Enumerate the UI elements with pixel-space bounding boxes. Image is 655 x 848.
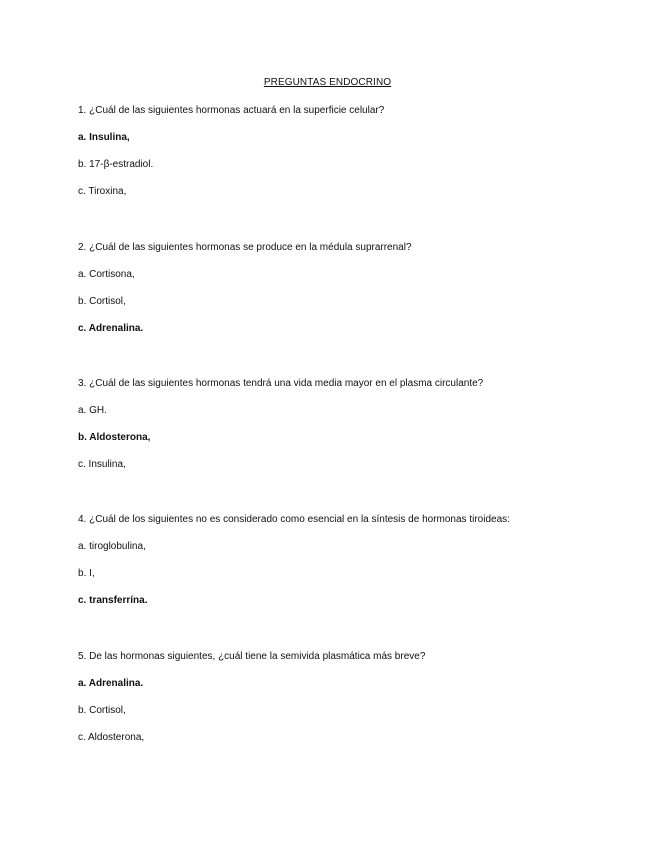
question-5 <box>78 650 615 745</box>
question-text: 5. De las hormonas siguientes, ¿cuál tiene la semivida plasmática más breve? <box>78 651 426 662</box>
question-4 <box>78 513 615 608</box>
answer-option-b: b. I, <box>78 568 95 579</box>
answer-option-a: a. Insulina, <box>78 132 130 143</box>
answer-option-b: b. 17-β-estradiol. <box>78 159 154 170</box>
answer-option-a: a. tiroglobulina, <box>78 541 146 552</box>
question-text: 3. ¿Cuál de las siguientes hormonas tendrá una vida media mayor en el plasma circulante? <box>78 378 484 389</box>
question-3 <box>78 377 615 472</box>
question-text: 4. ¿Cuál de los siguientes no es considerado como esencial en la síntesis de hormonas tiroideas: <box>78 514 510 525</box>
answer-option-a: a. Cortisona, <box>78 269 135 280</box>
answer-option-c: c. Aldosterona, <box>78 732 145 743</box>
question-text: 1. ¿Cuál de las siguientes hormonas actuará en la superficie celular? <box>78 105 385 116</box>
answer-option-a: a. GH. <box>78 405 107 416</box>
question-text: 2. ¿Cuál de las siguientes hormonas se produce en la médula suprarrenal? <box>78 242 412 253</box>
answer-option-c: c. Insulina, <box>78 459 126 470</box>
answer-option-c: c. transferrína. <box>78 595 148 606</box>
answer-option-c: c. Adrenalina. <box>78 323 144 334</box>
answer-option-b: b. Aldosterona, <box>78 432 151 443</box>
question-1 <box>78 104 615 199</box>
answer-option-c: c. Tiroxina, <box>78 186 127 197</box>
page-title: PREGUNTAS ENDOCRINO <box>263 77 392 88</box>
answer-option-b: b. Cortisol, <box>78 705 126 716</box>
question-2 <box>78 241 615 336</box>
answer-option-a: a. Adrenalina. <box>78 678 144 689</box>
answer-option-b: b. Cortisol, <box>78 296 126 307</box>
